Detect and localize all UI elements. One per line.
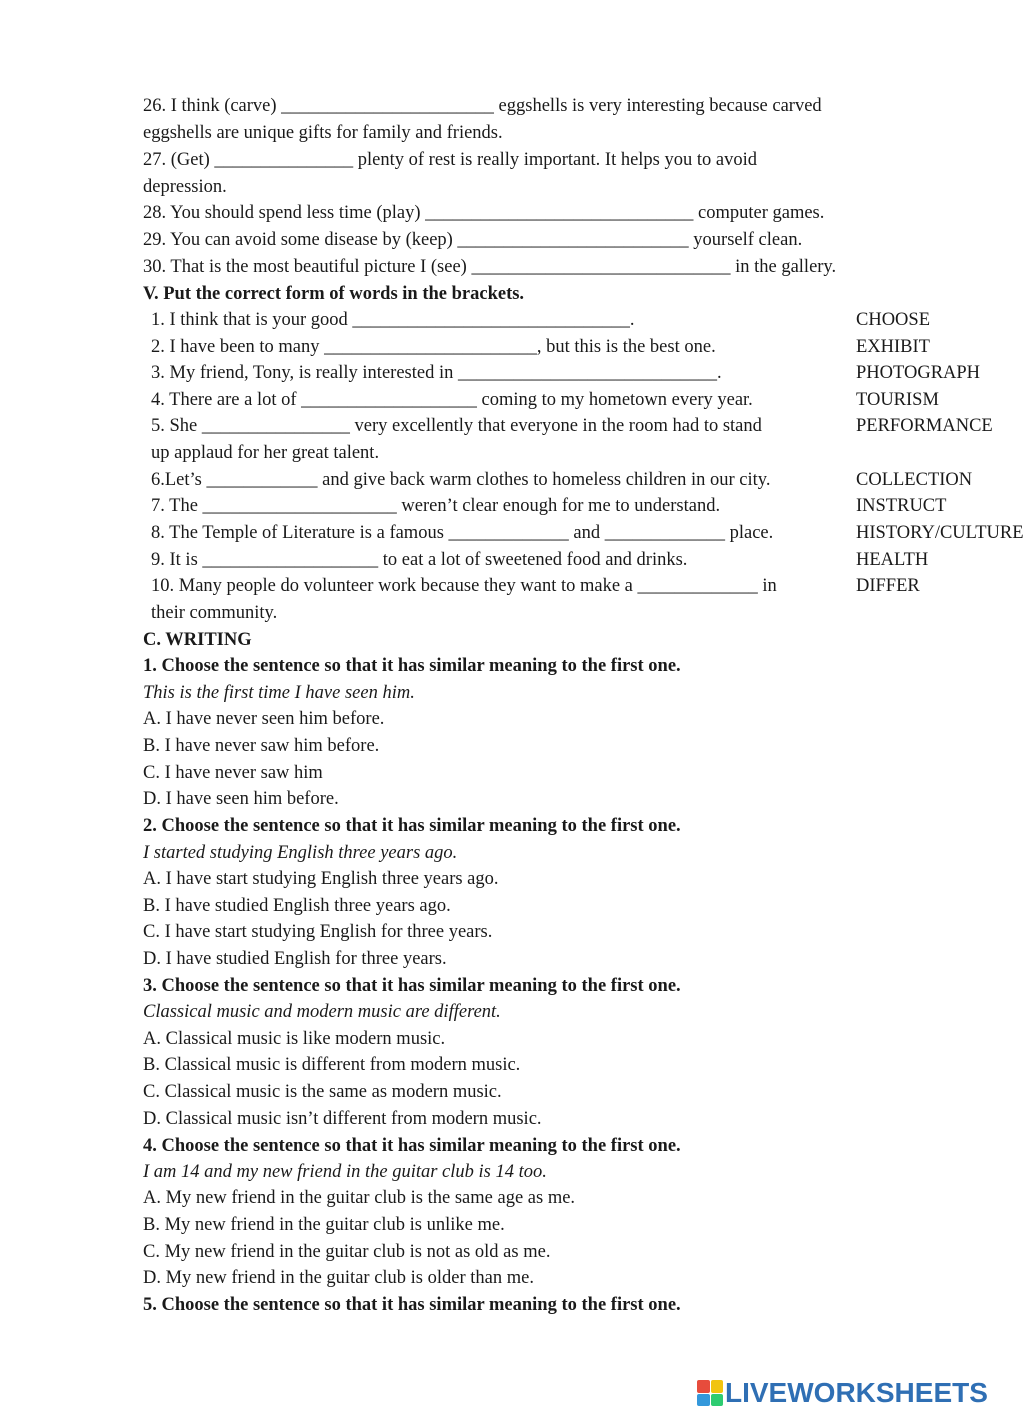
word-form-keyword-3: PHOTOGRAPH	[856, 363, 981, 383]
writing-question-4-title: 4. Choose the sentence so that it has similar meaning to the first one.	[143, 1136, 681, 1156]
section-v-heading: V. Put the correct form of words in the brackets.	[143, 284, 525, 304]
writing-question-4-prompt: I am 14 and my new friend in the guitar club is 14 too.	[143, 1162, 547, 1182]
writing-question-3-option-b[interactable]: B. Classical music is different from modern music.	[143, 1055, 521, 1075]
word-form-keyword-8: HISTORY/CULTURE	[856, 523, 1024, 543]
writing-question-1-option-c[interactable]: C. I have never saw him	[143, 763, 323, 783]
word-form-keyword-2: EXHIBIT	[856, 337, 930, 357]
word-form-keyword-6: COLLECTION	[856, 470, 973, 490]
writing-question-3-title: 3. Choose the sentence so that it has similar meaning to the first one.	[143, 976, 681, 996]
word-form-keyword-9: HEALTH	[856, 550, 929, 570]
exercise-item-29: 29. You can avoid some disease by (keep) _________________________ yourself clean.	[143, 230, 803, 250]
exercise-item-26: 26. I think (carve) _______________________ eggshells is very interesting because carved	[143, 96, 822, 116]
writing-question-1-prompt: This is the first time I have seen him.	[143, 683, 415, 703]
word-form-item-1: 1. I think that is your good ______________________________.	[151, 310, 635, 330]
liveworksheets-watermark	[697, 1378, 988, 1408]
writing-question-3-option-d[interactable]: D. Classical music isn’t different from modern music.	[143, 1109, 542, 1129]
writing-question-3-option-c[interactable]: C. Classical music is the same as modern music.	[143, 1082, 502, 1102]
writing-question-4-option-d[interactable]: D. My new friend in the guitar club is older than me.	[143, 1268, 534, 1288]
word-form-keyword-4: TOURISM	[856, 390, 939, 410]
writing-question-2-prompt: I started studying English three years ago.	[143, 843, 458, 863]
writing-question-1-option-a[interactable]: A. I have never seen him before.	[143, 709, 385, 729]
word-form-keyword-1: CHOOSE	[856, 310, 931, 330]
word-form-item-10: 10. Many people do volunteer work because they want to make a _____________ in	[151, 576, 777, 596]
word-form-keyword-10: DIFFER	[856, 576, 920, 596]
word-form-keyword-7: INSTRUCT	[856, 496, 947, 516]
word-form-item-9: 9. It is ___________________ to eat a lot of sweetened food and drinks.	[151, 550, 688, 570]
exercise-item-30: 30. That is the most beautiful picture I (see) ____________________________ in the gallery.	[143, 257, 837, 277]
writing-question-4-option-b[interactable]: B. My new friend in the guitar club is unlike me.	[143, 1215, 505, 1235]
word-form-item-2: 2. I have been to many _______________________, but this is the best one.	[151, 337, 716, 357]
writing-question-1-option-d[interactable]: D. I have seen him before.	[143, 789, 339, 809]
word-form-item-3: 3. My friend, Tony, is really interested in ____________________________.	[151, 363, 722, 383]
word-form-item-5-cont: up applaud for her great talent.	[151, 443, 380, 463]
word-form-item-6: 6.Let’s ____________ and give back warm clothes to homeless children in our city.	[151, 470, 771, 490]
writing-question-3-option-a[interactable]: A. Classical music is like modern music.	[143, 1029, 446, 1049]
word-form-item-4: 4. There are a lot of ___________________ coming to my hometown every year.	[151, 390, 753, 410]
word-form-item-7: 7. The _____________________ weren’t clear enough for me to understand.	[151, 496, 721, 516]
writing-question-2-option-d[interactable]: D. I have studied English for three years.	[143, 949, 447, 969]
word-form-item-8: 8. The Temple of Literature is a famous _____________ and _____________ place.	[151, 523, 774, 543]
exercise-item-28: 28. You should spend less time (play) _____________________________ computer games.	[143, 203, 825, 223]
liveworksheets-brand-text: LIVEWORKSHEETS	[725, 1377, 988, 1408]
writing-question-1-option-b[interactable]: B. I have never saw him before.	[143, 736, 380, 756]
exercise-item-27: 27. (Get) _______________ plenty of rest is really important. It helps you to avoid	[143, 150, 757, 170]
liveworksheets-logo-icon	[697, 1380, 723, 1406]
writing-question-1-title: 1. Choose the sentence so that it has similar meaning to the first one.	[143, 656, 681, 676]
exercise-item-27-cont: depression.	[143, 177, 227, 197]
exercise-item-26-cont: eggshells are unique gifts for family and friends.	[143, 123, 503, 143]
writing-question-2-option-a[interactable]: A. I have start studying English three years ago.	[143, 869, 499, 889]
word-form-item-5: 5. She ________________ very excellently that everyone in the room had to stand	[151, 416, 762, 436]
word-form-keyword-5: PERFORMANCE	[856, 416, 993, 436]
writing-question-4-option-c[interactable]: C. My new friend in the guitar club is not as old as me.	[143, 1242, 551, 1262]
writing-question-2-title: 2. Choose the sentence so that it has similar meaning to the first one.	[143, 816, 681, 836]
writing-question-3-prompt: Classical music and modern music are different.	[143, 1002, 501, 1022]
word-form-item-10-cont: their community.	[151, 603, 278, 623]
writing-question-5-title: 5. Choose the sentence so that it has similar meaning to the first one.	[143, 1295, 681, 1315]
writing-heading: C. WRITING	[143, 630, 252, 650]
writing-question-2-option-c[interactable]: C. I have start studying English for three years.	[143, 922, 493, 942]
writing-question-2-option-b[interactable]: B. I have studied English three years ago.	[143, 896, 451, 916]
writing-question-4-option-a[interactable]: A. My new friend in the guitar club is the same age as me.	[143, 1188, 576, 1208]
